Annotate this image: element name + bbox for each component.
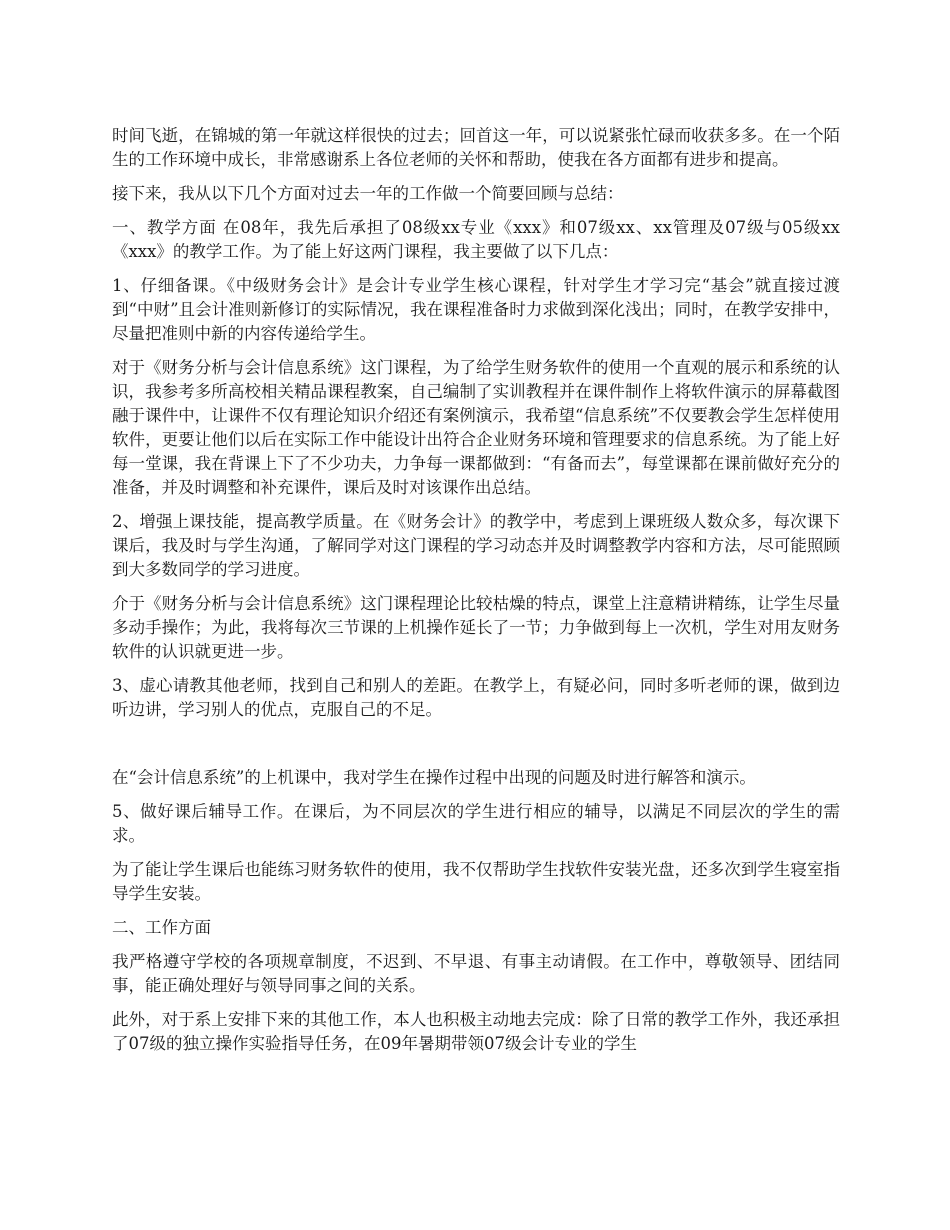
paragraph-point-5: 5、做好课后辅导工作。在课后，为不同层次的学生进行相应的辅导，以满足不同层次的学生的需求。 [112, 802, 840, 845]
paragraph-teaching-heading: 一、教学方面 在08年，我先后承担了08级xx专业《xxx》和07级xx、xx管理及07级与05级xx《xxx》的教学工作。为了能上好这两门课程，我主要做了以下几点： [112, 218, 840, 261]
paragraph-point-3: 3、虚心请教其他老师，找到自己和别人的差距。在教学上，有疑必问，同时多听老师的课，做到边听边讲，学习别人的优点，克服自己的不足。 [112, 676, 840, 719]
paragraph-overview: 接下来，我从以下几个方面对过去一年的工作做一个简要回顾与总结： [112, 184, 624, 203]
paragraph-lab-class: 在“会计信息系统”的上机课中，我对学生在操作过程中出现的问题及时进行解答和演示。 [112, 768, 756, 787]
paragraph-point-5-detail: 为了能让学生课后也能练习财务软件的使用，我不仅帮助学生找软件安装光盘，还多次到学生寝室指导学生安装。 [112, 860, 840, 903]
document-body [112, 124, 840, 1066]
paragraph-point-1-detail: 对于《财务分析与会计信息系统》这门课程，为了给学生财务软件的使用一个直观的展示和系统的认识，我参考多所高校相关精品课程教案，自己编制了实训教程并在课件制作上将软件演示的屏幕截图融于课件中，让课件不仅有理论知识介绍还有案例演示，我希望“信息系统”不仅要教会学生怎样使用软件，更要让他们以后在实际工作中能设计出符合企业财务环境和管理要求的信息系统。为了能上好每一堂课，我在背课上下了不少功夫，力争每一课都做到：“有备而去”，每堂课都在课前做好充分的准备，并及时调整和补充课件，课后及时对该课作出总结。 [112, 358, 840, 497]
paragraph-intro: 时间飞逝，在锦城的第一年就这样很快的过去；回首这一年，可以说紧张忙碌而收获多多。在一个陌生的工作环境中成长，非常感谢系上各位老师的关怀和帮助，使我在各方面都有进步和提高。 [112, 126, 840, 169]
paragraph-point-2: 2、增强上课技能，提高教学质量。在《财务会计》的教学中，考虑到上课班级人数众多，每次课下课后，我及时与学生沟通，了解同学对这门课程的学习动态并及时调整教学内容和方法，尽可能照顾到大多数同学的学习进度。 [112, 512, 840, 579]
paragraph-work-rules: 我严格遵守学校的各项规章制度，不迟到、不早退、有事主动请假。在工作中，尊敬领导、团结同事，能正确处理好与领导同事之间的关系。 [112, 952, 840, 995]
paragraph-point-1: 1、仔细备课。《中级财务会计》是会计专业学生核心课程，针对学生才学习完“基会”就直接过渡到“中财”且会计准则新修订的实际情况，我在课程准备时力求做到深化浅出；同时，在教学安排中，尽量把准则中新的内容传递给学生。 [112, 276, 840, 343]
paragraph-work-other: 此外，对于系上安排下来的其他工作，本人也积极主动地去完成：除了日常的教学工作外，我还承担了07级的独立操作实验指导任务，在09年暑期带领07级会计专业的学生 [112, 1010, 840, 1053]
paragraph-point-2-detail: 介于《财务分析与会计信息系统》这门课程理论比较枯燥的特点，课堂上注意精讲精练，让学生尽量多动手操作；为此，我将每次三节课的上机操作延长了一节；力争做到每上一次机，学生对用友财务软件的认识就更进一步。 [112, 594, 840, 661]
paragraph-work-heading: 二、工作方面 [112, 918, 211, 937]
